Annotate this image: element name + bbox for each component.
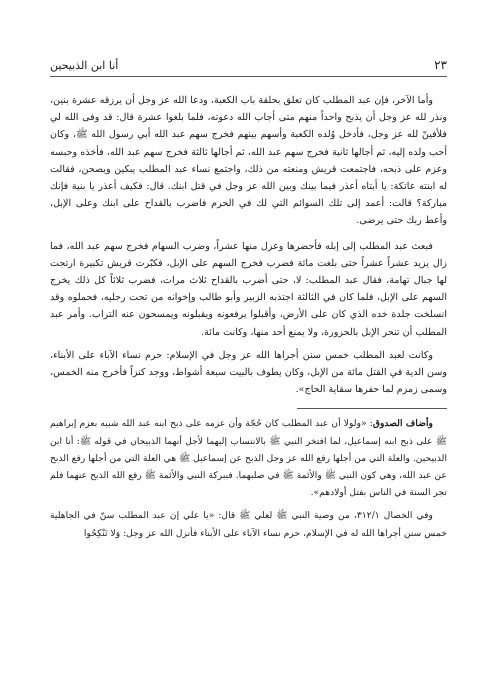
paragraph-2: فبعث عبد المطلب إلى إبله فأحضرها وعزل منها عشراً، وضرب السهام فخرج سهم عبد الله، فما زال يزيد عشراً عشراً حتى بلغت مائة فضرب فخرج السهم على الإبل، فكبّرت قريش تكبيرة ارتجت لها جبال تهامة، فقال عبد المطلب: لا، حتى أضرب بالقداح ثلاث مرات، فضرب ثلاثاً كل ذلك يخرج السهم على الإبل، فلما كان في الثالثة اجتذبه الزبير وأبو طالب وإخوانه من تحت رجليه، فحملوه وقد انسلخت جلدة خده الذي كان على الأرض، وأقبلوا يرفعونه ويقبلونه ويمسحون عنه التراب. وأمر عبد المطلب أن تنحر الإبل بالحزورة، ولا يمنع أحد منها، وكانت مائة. bbox=[50, 240, 447, 338]
running-title: أنا ابن الذبيحين bbox=[50, 59, 119, 72]
footnote-separator bbox=[297, 408, 447, 409]
running-header bbox=[50, 58, 447, 77]
footnote-1 bbox=[50, 415, 447, 501]
paragraph-3: وكانت لعبد المطلب خمس سنن أجراها الله عز وجل في الإسلام: حرم نساء الآباء على الأبناء، وسن الدية في القتل مائة من الإبل، وكان يطوف بالبيت سبعة أشواط، ووجد كنزاً فأخرج منه الخمس، وسمى زمزم لما حفرها سقاية الحاج». bbox=[50, 349, 447, 396]
paragraph-1: وأما الآخر، فإن عبد المطلب كان تعلق بحلقة باب الكعبة، ودعا الله عز وجل أن يرزقه عشرة بنين، ونذر لله عز وجل أن يذبح واحداً منهم متى أجاب الله دعوته، فلما بلغوا عشرة قال: قد وفى الله لي فلأفينّ لله عز وجل، فأدخل وُلده الكعبة وأسهم بينهم فخرج سهم عبد الله أبي رسول الله ﷺ، وكان أحب ولده إليه، ثم أجالها ثانية فخرج سهم عبد الله، ثم أجالها ثالثة فخرج سهم عبد الله، فأخذه وحبسه وعزم على ذبحه، فاجتمعت قريش ومنعته من ذلك، واجتمع نساء عبد المطلب يبكين ويصحن، فقالت له ابنته عاتكة: يا أبتاه أعذر فيما بينك وبين الله عز وجل في قتل ابنك. قال: فكيف أعذر يا بنية فإنك مباركة؟ قالت: أعمد إلى تلك السوائم التي لك في الحرم فاضرب بالقداح على ابنك وعلى الإبل، وأعط ربك حتى يرضى. bbox=[50, 95, 447, 227]
footnote-1-text: : «ولولا أن عبد المطلب كان حُجّة وأن عزمه على ذبح ابنه عبد الله شبيه بعزم إبراهيم ﷺ على ذبح ابنه إسماعيل، لما افتخر النبي ﷺ بالانتساب إليهما لأجل أنهما الذبيحان في قوله ﷺ: أنا ابن الذبيحين. والعلة التي من أجلها رفع الله عز وجل الذبح عن إسماعيل ﷺ هي العلة التي من أجلها رفع الذبح عن عبد الله، وهي كون النبي ﷺ والأئمة ﷺ في صلبهما. فببركة النبي والأئمة ﷺ رفع الله الذبح عنهما فلم تجر السنة في الناس بقتل أولادهم». bbox=[50, 418, 447, 499]
page-body bbox=[50, 92, 447, 542]
page-number: ٢٣ bbox=[434, 58, 447, 72]
footnote-1-label: وأضاف الصدوق bbox=[372, 418, 433, 430]
footnote-2: وفي الخصال ٣١٢/١، من وصية النبي ﷺ لعلي ﷺ قال: «يا علي إن عبد المطلب سنّ في الجاهلية خمس سنن أجراها الله له في الإسلام، حرم نساء الآباء على الأبناء فأنزل الله عز وجل: وَلا تَنْكِحُوا bbox=[50, 510, 447, 539]
